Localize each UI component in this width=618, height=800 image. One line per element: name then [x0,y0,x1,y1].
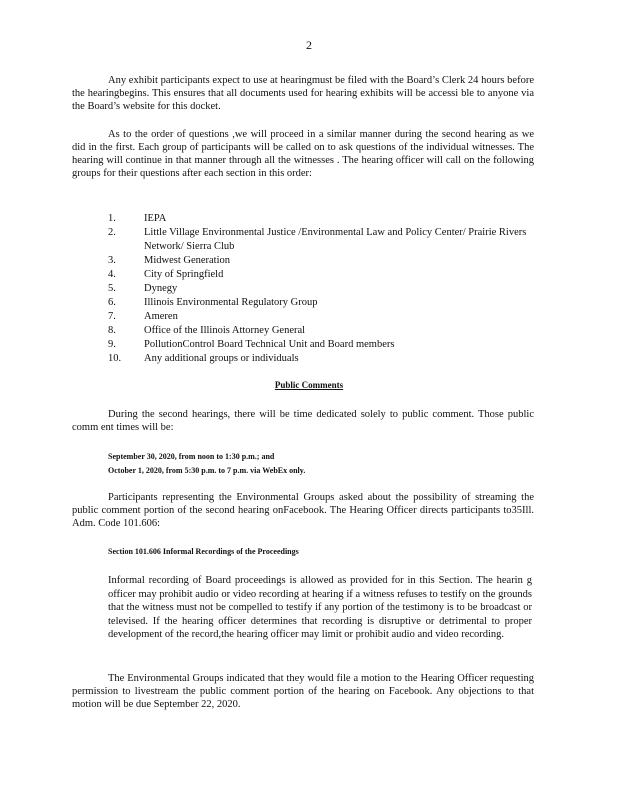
public-comments-heading: Public Comments [274,380,344,390]
list-item-text: Little Village Environmental Justice /Environmental Law and Policy Center/ Prairie Rivers Network/ Sierra Club [144,227,527,252]
list-item-number: 3. [108,255,116,266]
list-item-number: 10. [108,353,122,364]
public-comment-paragraph: During the second hearings, there will be time dedicated solely to public comment. Those public comm ent times will be: [72,409,534,433]
list-item [108,310,528,324]
list-item-number: 6. [108,297,116,308]
list-item-text: City of Springfield [144,269,224,280]
list-item-text: PollutionControl Board Technical Unit and Board members [144,339,395,350]
list-item-number: 2. [108,227,116,238]
list-item-text: IEPA [144,213,167,224]
order-of-questions-paragraph: As to the order of questions ,we will proceed in a similar manner during the second hearing as we did in the first. Each group of participants will be called on to ask questions of the individual witnesses. The hearing will continue in that manner through all the witnesses . The hearing officer will call on the following groups for their questions after each section in this order: [72,129,534,179]
list-item-number: 1. [108,213,116,224]
motion-paragraph: The Environmental Groups indicated that they would file a motion to the Hearing Officer requesting permission to livestream the public comment portion of the hearing on Facebook. Any objections to that motion will be due September 22, 2020. [72,673,534,710]
list-item [108,324,528,338]
list-item [108,212,528,226]
comment-time: September 30, 2020, from noon to 1:30 p.m.; and [108,452,275,461]
list-item-text: Midwest Generation [144,255,231,266]
streaming-paragraph: Participants representing the Environmental Groups asked about the possibility of streaming the public comment portion of the second hearing onFacebook. The Hearing Officer directs participants to35Ill. Adm. Code 101.606: [72,492,534,529]
list-item-text: Office of the Illinois Attorney General [144,325,306,336]
list-item-number: 8. [108,325,116,336]
comment-time: October 1, 2020, from 5:30 p.m. to 7 p.m. via WebEx only. [108,466,306,475]
section-title: Section 101.606 Informal Recordings of the Proceedings [108,547,299,556]
list-item-number: 7. [108,311,116,322]
exhibit-paragraph: Any exhibit participants expect to use at hearingmust be filed with the Board’s Clerk 24 hours before the hearingbegins. This ensures that all documents used for hearing exhibits will be accessi ble to anyone via the Board’s website for this docket. [72,75,534,112]
groups-list [108,212,528,366]
list-item-number: 5. [108,283,116,294]
list-item-text: Any additional groups or individuals [144,353,299,364]
list-item [108,226,528,254]
list-item-text: Illinois Environmental Regulatory Group [144,297,318,308]
list-item [108,268,528,282]
list-item-number: 4. [108,269,116,280]
list-item-number: 9. [108,339,116,350]
page-number: 2 [306,38,312,52]
list-item [108,296,528,310]
list-item [108,282,528,296]
section-text: Informal recording of Board proceedings is allowed as provided for in this Section. The hearin g officer may prohibit audio or video recording at hearing if a witness refuses to testify on the grounds that the witness must not be compelled to testify if any portion of the testimony is to be broadcast or televised. If the hearing officer determines that recording is disruptive or detrimental to proper development of the record,the hearing officer may limit or prohibit audio and video recording. [108,575,532,640]
list-item-text: Ameren [144,311,178,322]
list-item [108,338,528,352]
comment-times [108,450,305,478]
list-item-text: Dynegy [144,283,178,294]
list-item [108,352,528,366]
list-item [108,254,528,268]
